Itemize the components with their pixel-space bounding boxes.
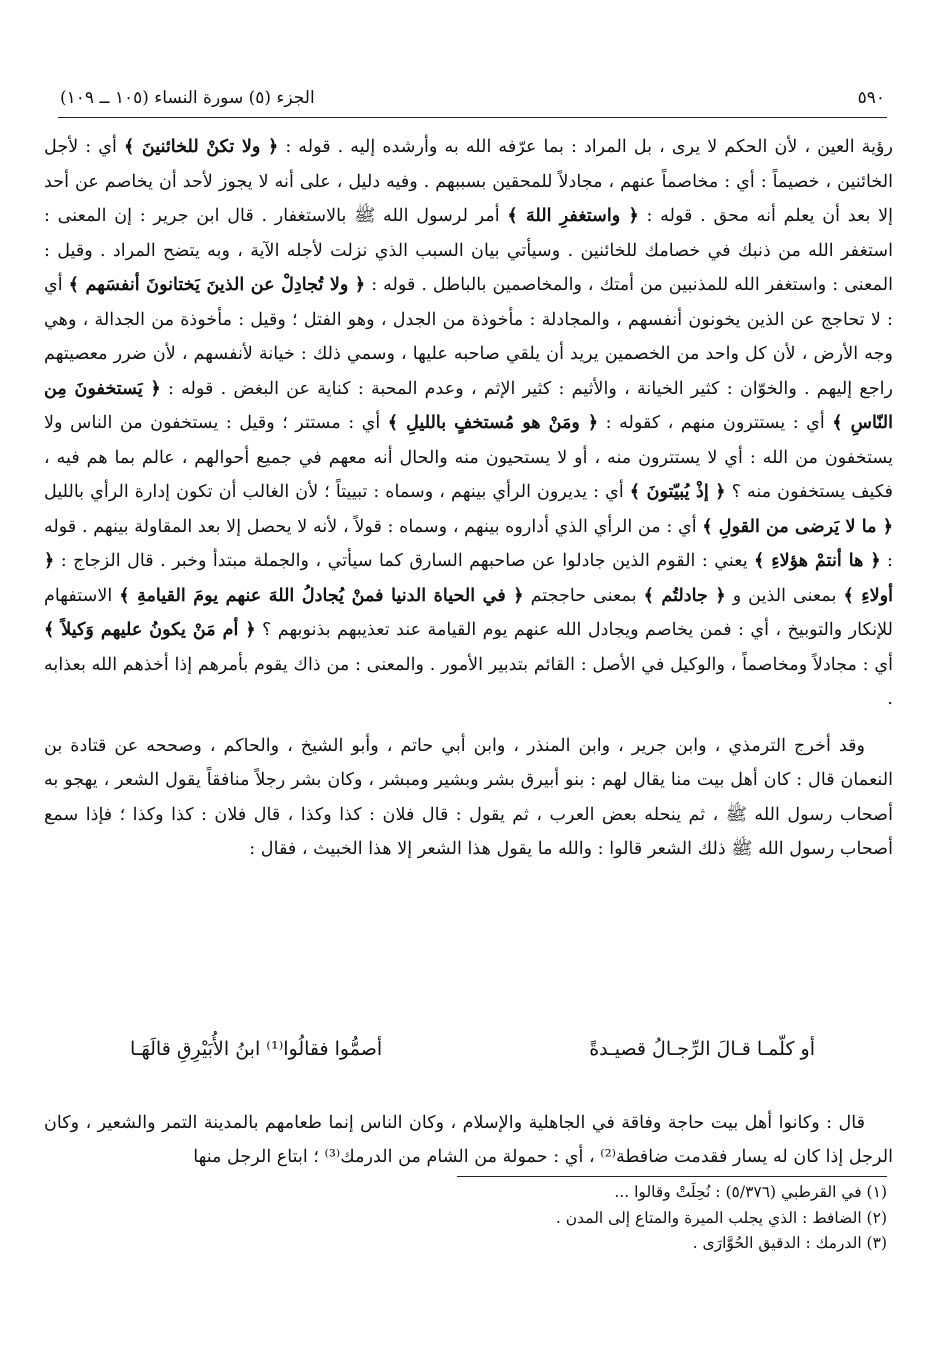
text-run: أي : من الرأي الذي أداروه بينهم ، وسماه : قولاً ، لأنه لا يحصل إلا بعد المقاولة بينهم . قوله : <box>44 516 893 571</box>
poetry-verse <box>130 1038 815 1078</box>
page-number: ٥٩٠ <box>857 88 885 108</box>
quran-quote: ﴿ واستغفرِ اللهَ ﴾ <box>507 205 639 226</box>
hadith-paragraph: وقد أخرج الترمذي ، وابن جرير ، وابن المنذر ، وابن أبي حاتم ، وأبو الشيخ ، والحاكم ، وصححه عن قتادة بن النعمان قال : كان أهل بيت منا يقال لهم : بنو أبيرق بشر وبشير ومبشر ، وكان بشر رجلاً منافقاً يقول الشعر ، يهجو به أصحاب رسول الله ﷺ ، ثم ينحله بعض العرب ، ثم يقول : قال فلان : كذا وكذا ، قال فلان : كذا وكذا ؛ فإذا سمع أصحاب رسول الله ﷺ ذلك الشعر قالوا : والله ما يقول هذا الشعر إلا هذا الخبيث ، فقال : <box>44 735 893 859</box>
text-run: بمعنى الذين و <box>725 585 844 606</box>
footnote-1: (١) في القرطبي (٥/٣٧٦) : نُحِلَتْ وقالوا ... <box>614 1183 887 1201</box>
text-run: أي : لأجل الخائنين ، خصيماً : أي : مخاصماً عنهم ، مجادلاً للمحقين بسببهم . وفيه دليل ، على أنه لا يجوز لأحد أن يخاصم عن أحد إلا بعد أن يعلم أنه محق . قوله : <box>44 137 893 226</box>
page-header <box>60 86 885 116</box>
quran-quote: ﴿ ولا تكنْ للخائنينَ ﴾ <box>123 136 279 157</box>
quran-quote: ﴿ أم مَنْ يكونُ عليهم وَكيلاً ﴾ <box>44 619 256 640</box>
quran-quote: ﴿ ما لا يَرضى من القولِ ﴾ <box>702 515 894 537</box>
verse-second-hemistich: أصمُّوا فقالُوا⁽¹⁾ ابنُ الأُبَيْرِقِ قالَهَـا <box>130 1038 383 1060</box>
text-run: أي : مجادلاً ومخاصماً ، والوكيل في الأصل : القائم بتدبير الأمور . والمعنى : من ذاك يقوم بأمرهم إذا أخذهم الله بعذابه . <box>44 654 893 709</box>
quran-quote: ﴿ أولاءِ ﴾ <box>44 550 893 606</box>
commentary-paragraph <box>44 130 893 717</box>
footnote-3: (٣) الدرمك : الدقيق الحُوَّارَى . <box>692 1234 887 1252</box>
quran-quote: ﴿ ومَنْ هو مُستخفٍ بالليلِ ﴾ <box>387 412 599 433</box>
footnotes <box>300 1180 887 1257</box>
quran-quote: ﴿ ها أنتمْ هؤلاءِ ﴾ <box>754 550 881 571</box>
text-run: أمر لرسول الله ﷺ بالاستغفار . قال ابن جرير : إن المعنى : استغفر الله من ذنبك في خصامك للخائنين . وسيأتي بيان السبب الذي نزلت لأجله الآية ، وبه يتضح المراد . وقيل : المعنى : واستغفر الله للمذنبين من أمتك ، والمخاصمين بالباطل . قوله : <box>44 206 893 295</box>
text-run: بمعنى حاججتم <box>523 585 644 606</box>
text-run: يعني : القوم الذين جادلوا عن صاحبهم السارق كما سيأتي ، والجملة مبتدأ وخبر . قال الزجاج : <box>54 551 755 571</box>
narration-paragraph: قال : وكانوا أهل بيت حاجة وفاقة في الجاهلية والإسلام ، وكان الناس إنما طعامهم بالمدينة التمر والشعير ، وكان الرجل إذا كان له يسار فقدمت ضافطة⁽²⁾ ، أي : حمولة من الشام من الدرمك⁽³⁾ ؛ ابتاع الرجل منها <box>44 1112 893 1168</box>
quran-quote: ﴿ ولا تُجادِلْ عن الذينَ يَختانونَ أنفسَهم ﴾ <box>68 274 366 295</box>
text-run: أي : مستتر ؛ وقيل : يستخفون من الناس ولا يستخفون من الله : أي لا يستترون منه ، أو لا يستحيون منه والحال أنه معهم في جميع أحوالهم ، عالم بما هم فيه ، فكيف يستخفون منه ؟ <box>44 413 893 502</box>
text-run: أي : لا تحاجج عن الذين يخونون أنفسهم ، والمجادلة : مأخوذة من الجدل ، وهو الفتل ؛ وقيل : مأخوذة من الجدالة ، وهي وجه الأرض ، لأن كل واحد من الخصمين يريد أن يلقي صاحبه عليها ، وسمي ذلك : خيانة لأنفسهم ، لأن ضرر معصيتهم راجع إليهم . والخوّان : كثير الخيانة ، والأثيم : كثير الإثم ، وعدم المحبة : كناية عن البغض . قوله : <box>44 275 893 399</box>
footnote-2: (٢) الضافط : الذي يجلب الميرة والمتاع إلى المدن . <box>555 1208 887 1227</box>
header-rule <box>58 117 887 118</box>
verse-first-hemistich: أو كلّمـا قـالَ الرِّجـالُ قصيـدةً <box>589 1038 815 1060</box>
footnote-rule <box>457 1176 887 1177</box>
running-title: الجزء (٥) سورة النساء (١٠٥ ــ ١٠٩) <box>60 88 315 108</box>
quran-quote: ﴿ يَستخفونَ مِن النّاسِ ﴾ <box>44 377 893 433</box>
main-text <box>44 130 893 867</box>
quran-quote: ﴿ إذْ يُبيّتونَ ﴾ <box>629 481 726 502</box>
text-run: أي : يديرون الرأي بينهم ، وسماه : تبييتاً ؛ لأن الغالب أن تكون إدارة الرأي بالليل <box>44 482 630 502</box>
text-run: أي : يستترون منهم ، كقوله : <box>598 413 833 433</box>
text-run: الاستفهام للإنكار والتوبيخ ، أي : فمن يخاصم ويجادل الله عنهم يوم القيامة عند تعذيبهم بذنوبهم ؟ <box>44 585 893 640</box>
text-run: رؤية العين ، لأن الحكم لا يرى ، بل المراد : بما عرّفه الله به وأرشده إليه . قوله : <box>278 137 893 157</box>
quran-quote: ﴿ في الحياة الدنيا فمنْ يُجادلُ اللهَ عنهم يومَ القيامةِ ﴾ <box>119 584 524 606</box>
quran-quote: ﴿ جادلتُم ﴾ <box>643 584 726 606</box>
